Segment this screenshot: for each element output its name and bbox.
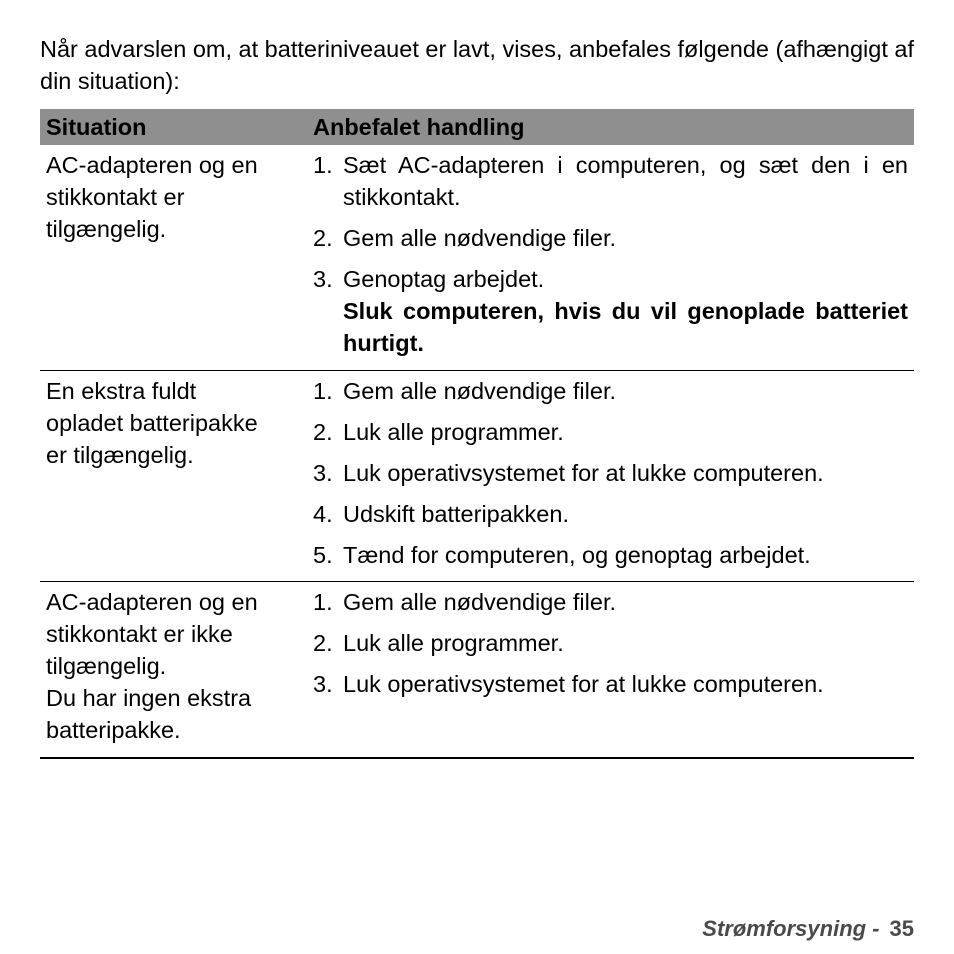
- step-number: 2.: [313, 419, 333, 445]
- step-item: [313, 375, 908, 407]
- step-number: 2.: [313, 225, 333, 251]
- step-list: [313, 586, 908, 700]
- situation-cell: [40, 582, 307, 759]
- step-number: 1.: [313, 589, 333, 615]
- step-text: Luk operativsystemet for at lukke computeren.: [343, 671, 824, 697]
- step-item: [313, 627, 908, 659]
- situation-line: stikkontakt er: [46, 184, 185, 210]
- step-bold-note: Sluk computeren, hvis du vil genoplade batteriet hurtigt.: [343, 298, 908, 356]
- step-item: [313, 416, 908, 448]
- page-footer: [702, 916, 914, 942]
- step-text-with-note: [343, 263, 908, 359]
- intro-paragraph: Når advarslen om, at batteriniveauet er lavt, vises, anbefales følgende (afhængigt af din situation):: [40, 36, 914, 94]
- step-text: Udskift batteripakken.: [343, 501, 569, 527]
- situation-line: En ekstra fuldt: [46, 378, 197, 404]
- step-number: 3.: [313, 671, 333, 697]
- step-text: Gem alle nødvendige filer.: [343, 378, 617, 404]
- situation-line: tilgængelig.: [46, 216, 167, 242]
- step-item: [313, 149, 908, 213]
- step-text: Sæt AC-adapteren i computeren, og sæt den i en stikkontakt.: [343, 152, 908, 210]
- step-number: 4.: [313, 501, 333, 527]
- step-number: 5.: [313, 542, 333, 568]
- step-text: Luk alle programmer.: [343, 419, 564, 445]
- footer-section-title: Strømforsyning -: [702, 916, 880, 941]
- header-recommended-action: Anbefalet handling: [307, 109, 914, 145]
- situation-line: stikkontakt er ikke: [46, 621, 233, 647]
- action-cell: [307, 582, 914, 759]
- step-text: Luk operativsystemet for at lukke computeren.: [343, 460, 824, 486]
- situation-line: AC-adapteren og en: [46, 152, 258, 178]
- step-item: [313, 586, 908, 618]
- action-cell: [307, 145, 914, 371]
- step-list: [313, 149, 908, 359]
- step-text: Tænd for computeren, og genoptag arbejdet.: [343, 542, 811, 568]
- situation-line: tilgængelig.: [46, 653, 167, 679]
- situation-line: AC-adapteren og en: [46, 589, 258, 615]
- step-number: 2.: [313, 630, 333, 656]
- table-header-row: [40, 109, 914, 145]
- situation-line: batteripakke.: [46, 717, 181, 743]
- step-list: [313, 375, 908, 571]
- step-text: Genoptag arbejdet.: [343, 266, 545, 292]
- recommendation-table: [40, 109, 914, 759]
- action-cell: [307, 371, 914, 582]
- step-item: [313, 539, 908, 571]
- step-text: Gem alle nødvendige filer.: [343, 589, 617, 615]
- step-text: Luk alle programmer.: [343, 630, 564, 656]
- situation-cell: [40, 371, 307, 582]
- step-item: [313, 498, 908, 530]
- table-row: [40, 371, 914, 582]
- step-number: 3.: [313, 266, 333, 292]
- step-text: Gem alle nødvendige filer.: [343, 225, 617, 251]
- step-item: [313, 457, 908, 489]
- header-situation: Situation: [40, 109, 307, 145]
- step-item: [313, 222, 908, 254]
- step-number: 1.: [313, 152, 333, 178]
- situation-line: Du har ingen ekstra: [46, 685, 252, 711]
- table-row: [40, 582, 914, 759]
- situation-line: er tilgængelig.: [46, 442, 194, 468]
- table-row: [40, 145, 914, 371]
- page-number: 35: [889, 916, 914, 941]
- step-number: 1.: [313, 378, 333, 404]
- step-item: [313, 668, 908, 700]
- situation-cell: [40, 145, 307, 371]
- situation-line: opladet batteripakke: [46, 410, 258, 436]
- step-number: 3.: [313, 460, 333, 486]
- step-item: [313, 263, 908, 359]
